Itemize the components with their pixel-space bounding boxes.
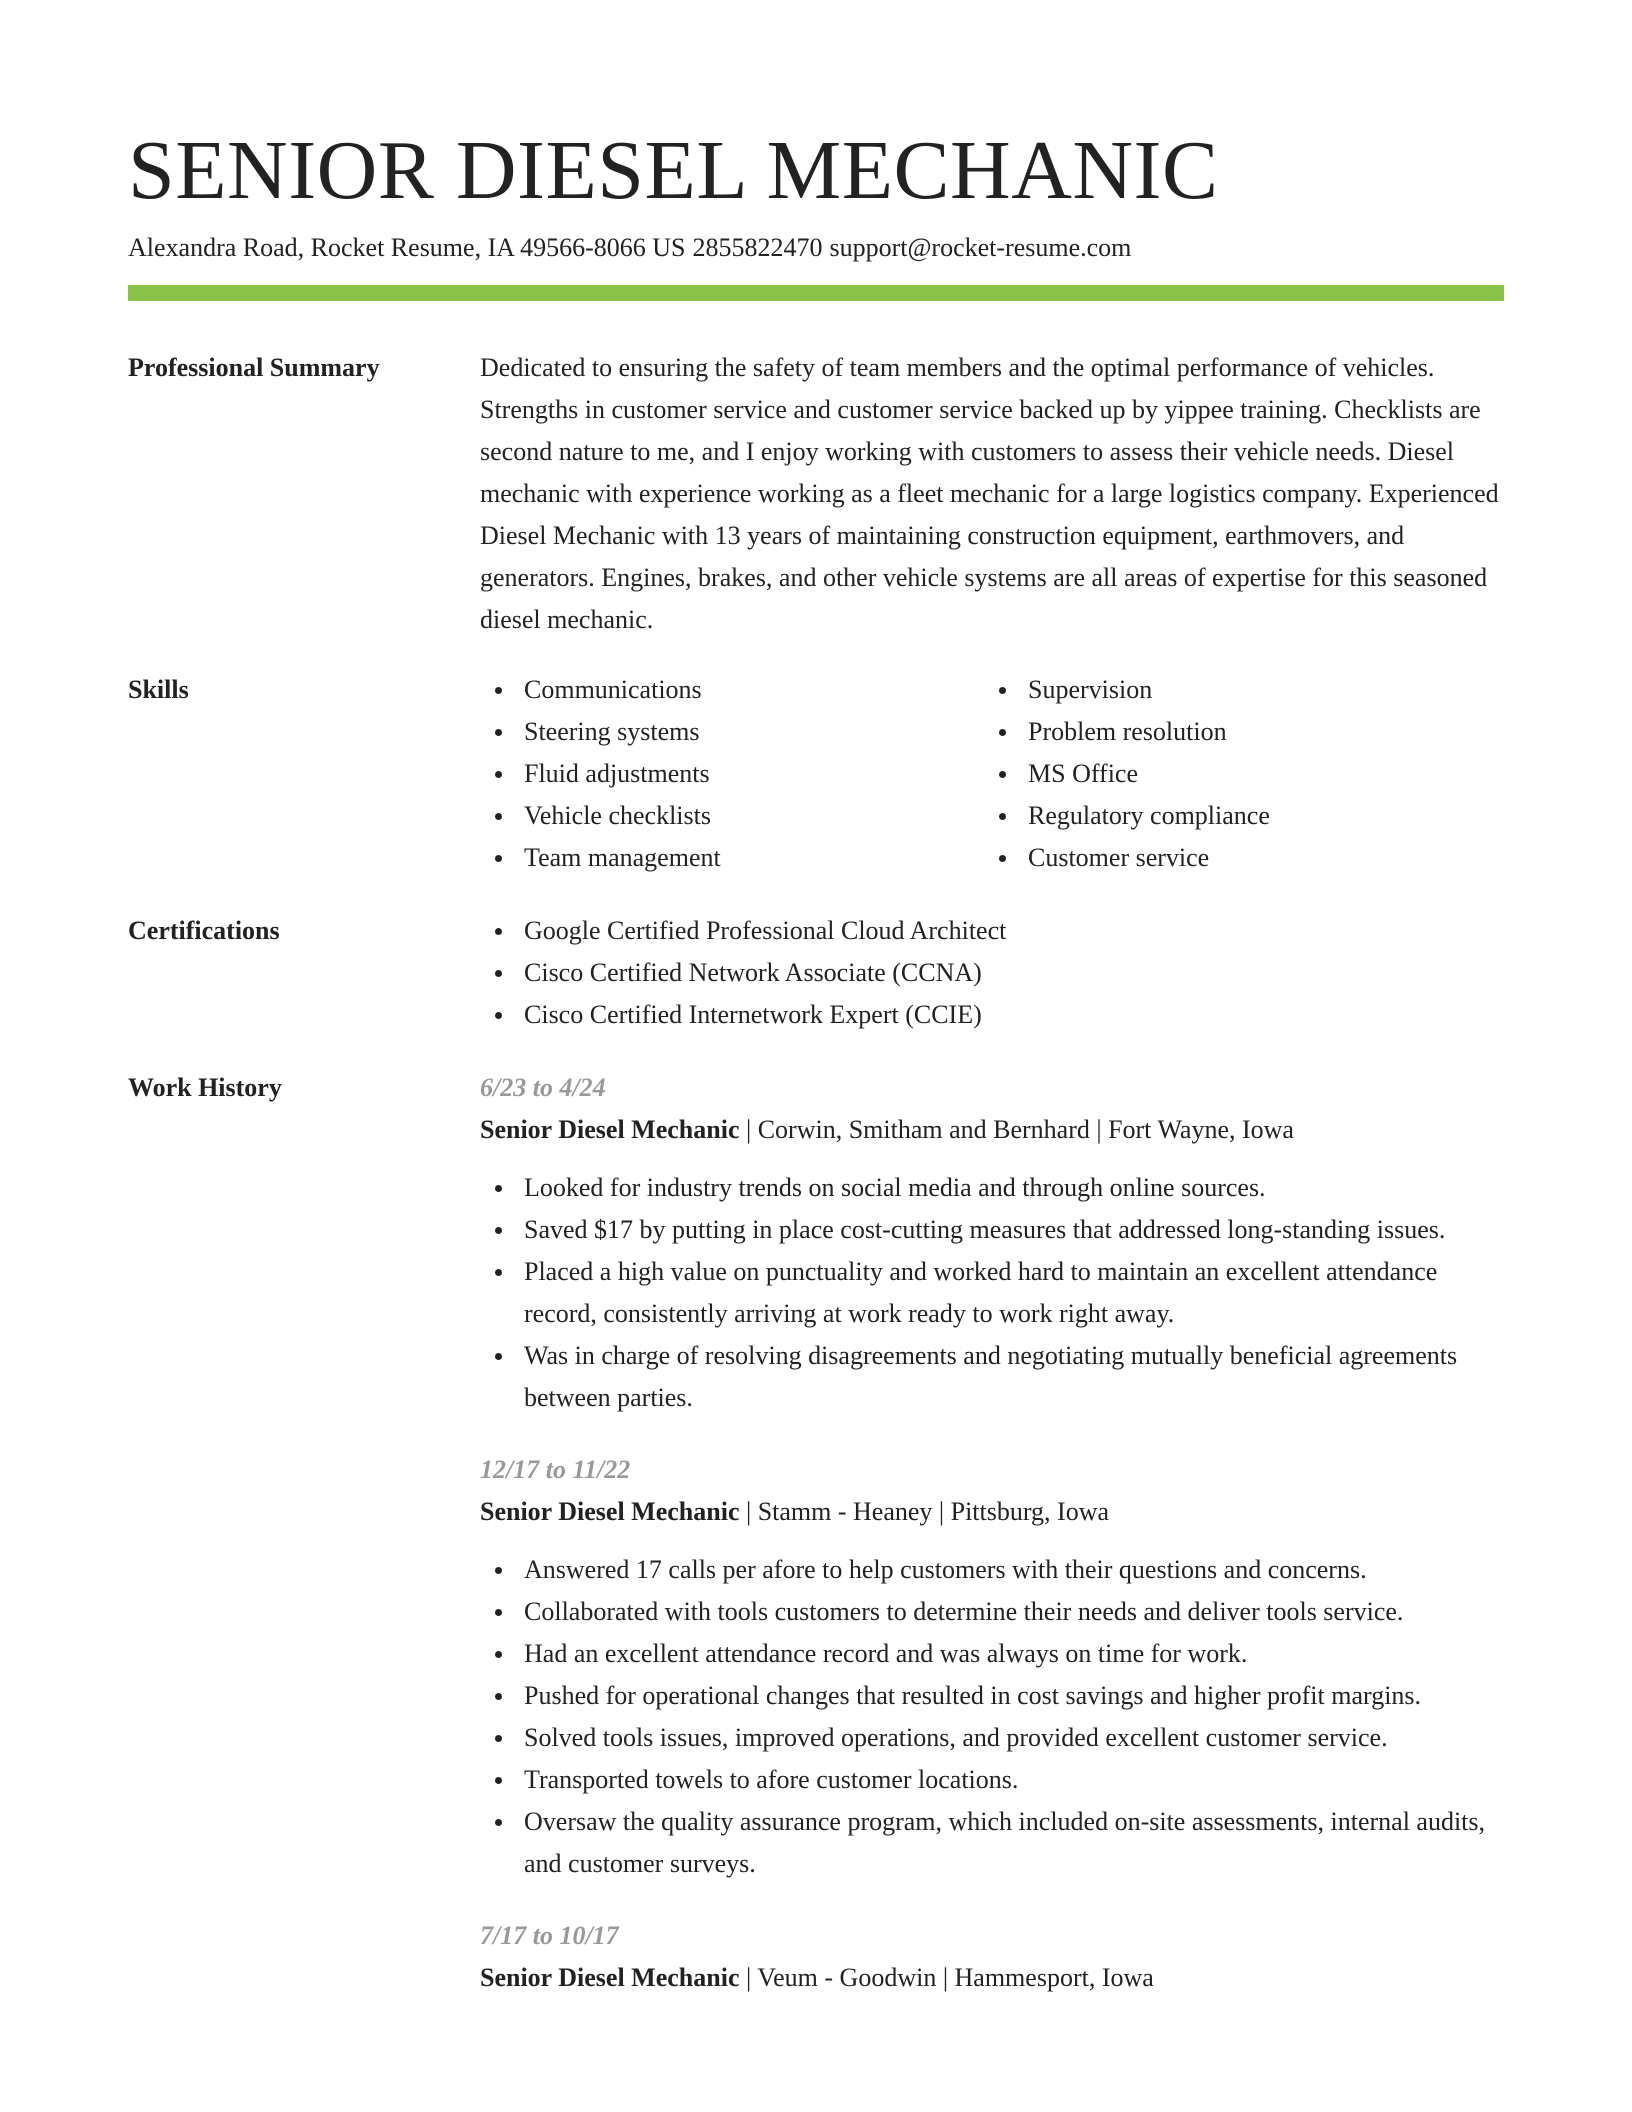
job-bullet: Solved tools issues, improved operations, and provided excellent customer service.	[480, 1717, 1510, 1759]
skill-item: Communications	[480, 669, 984, 711]
job-details: | Corwin, Smitham and Bernhard | Fort Wayne, Iowa	[739, 1115, 1294, 1144]
skill-item: Team management	[480, 837, 984, 879]
certifications-section	[480, 910, 1510, 1036]
job-bullet: Answered 17 calls per afore to help customers with their questions and concerns.	[480, 1549, 1510, 1591]
job-entry	[480, 1915, 1510, 1999]
job-bullet: Oversaw the quality assurance program, which included on-site assessments, internal audits, and customer surveys.	[480, 1801, 1510, 1885]
certifications-list	[480, 910, 1510, 1036]
summary-text: Dedicated to ensuring the safety of team members and the optimal performance of vehicles. Strengths in customer service and customer service backed up by yippee training. Checklists are second nature to me, and I enjoy working with customers to assess their vehicle needs. Diesel mechanic with experience working as a fleet mechanic for a large logistics company. Experienced Diesel Mechanic with 13 years of maintaining construction equipment, earthmovers, and generators. Engines, brakes, and other vehicle systems are all areas of expertise for this seasoned diesel mechanic.	[480, 353, 1499, 634]
job-bullet: Collaborated with tools customers to determine their needs and deliver tools service.	[480, 1591, 1510, 1633]
skills-heading: Skills	[128, 675, 189, 704]
skill-item: Regulatory compliance	[984, 795, 1488, 837]
job-bullet: Was in charge of resolving disagreements and negotiating mutually beneficial agreements between parties.	[480, 1335, 1510, 1419]
accent-divider	[128, 285, 1504, 301]
job-entry	[480, 1067, 1510, 1419]
candidate-name: SENIOR DIESEL MECHANIC	[128, 124, 1219, 217]
contact-line	[128, 230, 1131, 266]
certification-item: Google Certified Professional Cloud Architect	[480, 910, 1510, 952]
skill-item: Supervision	[984, 669, 1488, 711]
work-history-heading: Work History	[128, 1073, 282, 1102]
skills-section	[480, 669, 1510, 879]
job-heading	[480, 1957, 1510, 1999]
job-bullets	[480, 1167, 1510, 1419]
job-bullet: Saved $17 by putting in place cost-cutting measures that addressed long-standing issues.	[480, 1209, 1510, 1251]
skills-list-left	[480, 669, 984, 879]
job-bullet: Pushed for operational changes that resulted in cost savings and higher profit margins.	[480, 1675, 1510, 1717]
skill-item: Problem resolution	[984, 711, 1488, 753]
skill-item: Vehicle checklists	[480, 795, 984, 837]
skill-item: Customer service	[984, 837, 1488, 879]
certification-item: Cisco Certified Network Associate (CCNA)	[480, 952, 1510, 994]
job-dates: 6/23 to 4/24	[480, 1073, 606, 1102]
job-details: | Veum - Goodwin | Hammesport, Iowa	[739, 1963, 1154, 1992]
phone: 2855822470	[692, 233, 823, 262]
job-bullet: Looked for industry trends on social media and through online sources.	[480, 1167, 1510, 1209]
skills-list-right	[984, 669, 1488, 879]
address: Alexandra Road, Rocket Resume, IA 49566-8066 US	[128, 233, 686, 262]
job-bullet: Had an excellent attendance record and was always on time for work.	[480, 1633, 1510, 1675]
job-entry	[480, 1449, 1510, 1885]
certification-item: Cisco Certified Internetwork Expert (CCIE)	[480, 994, 1510, 1036]
work-history-section	[480, 1067, 1510, 2029]
job-dates: 7/17 to 10/17	[480, 1921, 619, 1950]
job-heading	[480, 1491, 1510, 1533]
job-bullet: Placed a high value on punctuality and worked hard to maintain an excellent attendance record, consistently arriving at work ready to work right away.	[480, 1251, 1510, 1335]
email: support@rocket-resume.com	[829, 233, 1132, 262]
skill-item: Steering systems	[480, 711, 984, 753]
job-bullet: Transported towels to afore customer locations.	[480, 1759, 1510, 1801]
job-title: Senior Diesel Mechanic	[480, 1115, 740, 1144]
job-bullets	[480, 1549, 1510, 1885]
summary-heading: Professional Summary	[128, 353, 380, 382]
job-title: Senior Diesel Mechanic	[480, 1497, 740, 1526]
job-heading	[480, 1109, 1510, 1151]
job-dates: 12/17 to 11/22	[480, 1455, 631, 1484]
summary-section	[480, 347, 1510, 641]
job-details: | Stamm - Heaney | Pittsburg, Iowa	[739, 1497, 1110, 1526]
skill-item: MS Office	[984, 753, 1488, 795]
job-title: Senior Diesel Mechanic	[480, 1963, 740, 1992]
skill-item: Fluid adjustments	[480, 753, 984, 795]
certifications-heading: Certifications	[128, 916, 280, 945]
